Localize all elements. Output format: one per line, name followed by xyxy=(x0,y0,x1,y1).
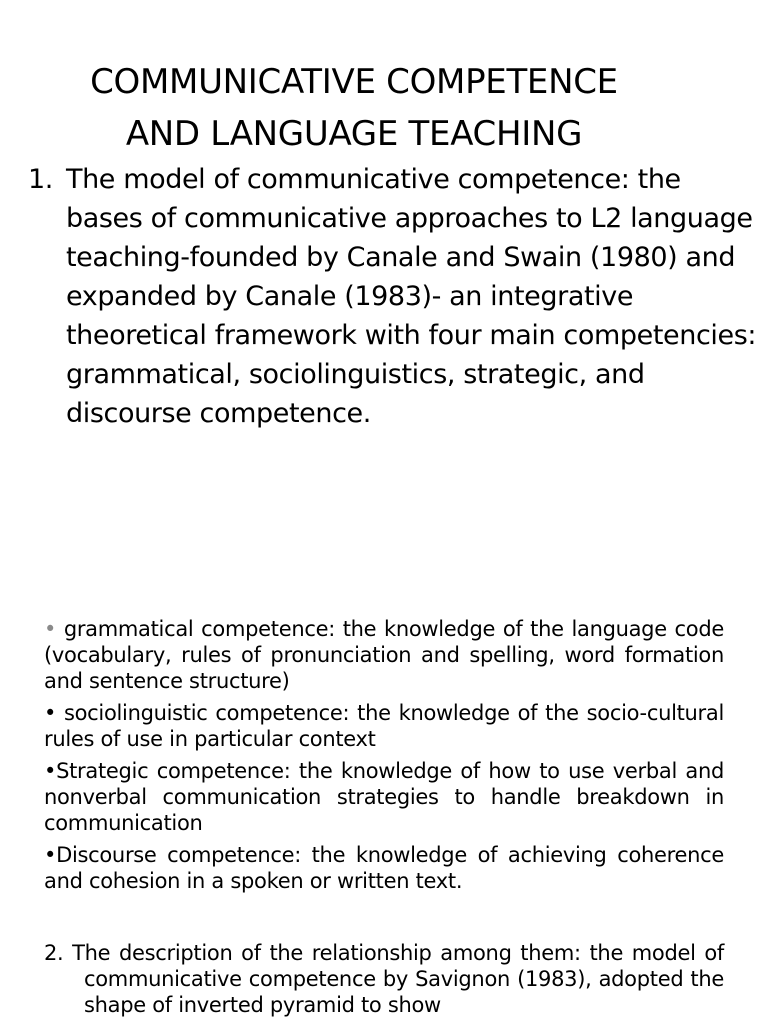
bullet-text: Strategic competence: the knowledge of how to use verbal and nonverbal communication strategies to handle breakdown in communication xyxy=(44,759,724,835)
bullet-grammatical xyxy=(44,616,724,694)
competence-bullet-list xyxy=(44,616,724,900)
bullet-icon: • xyxy=(44,701,57,725)
title-line-1: COMMUNICATIVE COMPETENCE xyxy=(90,62,618,102)
bullet-strategic xyxy=(44,758,724,836)
bullet-text: grammatical competence: the knowledge of the language code (vocabulary, rules of pronunciation and spelling, word formation and sentence structure) xyxy=(44,617,724,693)
title-line-2: AND LANGUAGE TEACHING xyxy=(125,114,583,154)
bullet-text: sociolinguistic competence: the knowledge of the socio-cultural rules of use in particular context xyxy=(44,701,724,751)
bullet-sociolinguistic xyxy=(44,700,724,752)
point-2-text: 2. The description of the relationship among them: the model of communicative competence by Savignon (1983), adopted the shape of inverted pyramid to show xyxy=(44,941,724,1017)
bullet-text: Discourse competence: the knowledge of achieving coherence and cohesion in a spoken or written text. xyxy=(44,843,724,893)
list-number: 1. xyxy=(28,164,53,195)
numbered-point-1 xyxy=(28,160,758,433)
bullet-icon: • xyxy=(44,843,57,867)
bullet-icon: • xyxy=(44,759,57,783)
bullet-discourse xyxy=(44,842,724,894)
bullet-icon: • xyxy=(44,617,57,641)
page-title xyxy=(0,56,708,160)
numbered-point-2 xyxy=(44,940,724,1018)
point-1-text: The model of communicative competence: the bases of communicative approaches to L2 language teaching-founded by Canale and Swain (1980) and expanded by Canale (1983)- an integrative theoretical framework with four main competencies: grammatical, sociolinguistics, strategic, and discourse competence. xyxy=(66,164,757,429)
